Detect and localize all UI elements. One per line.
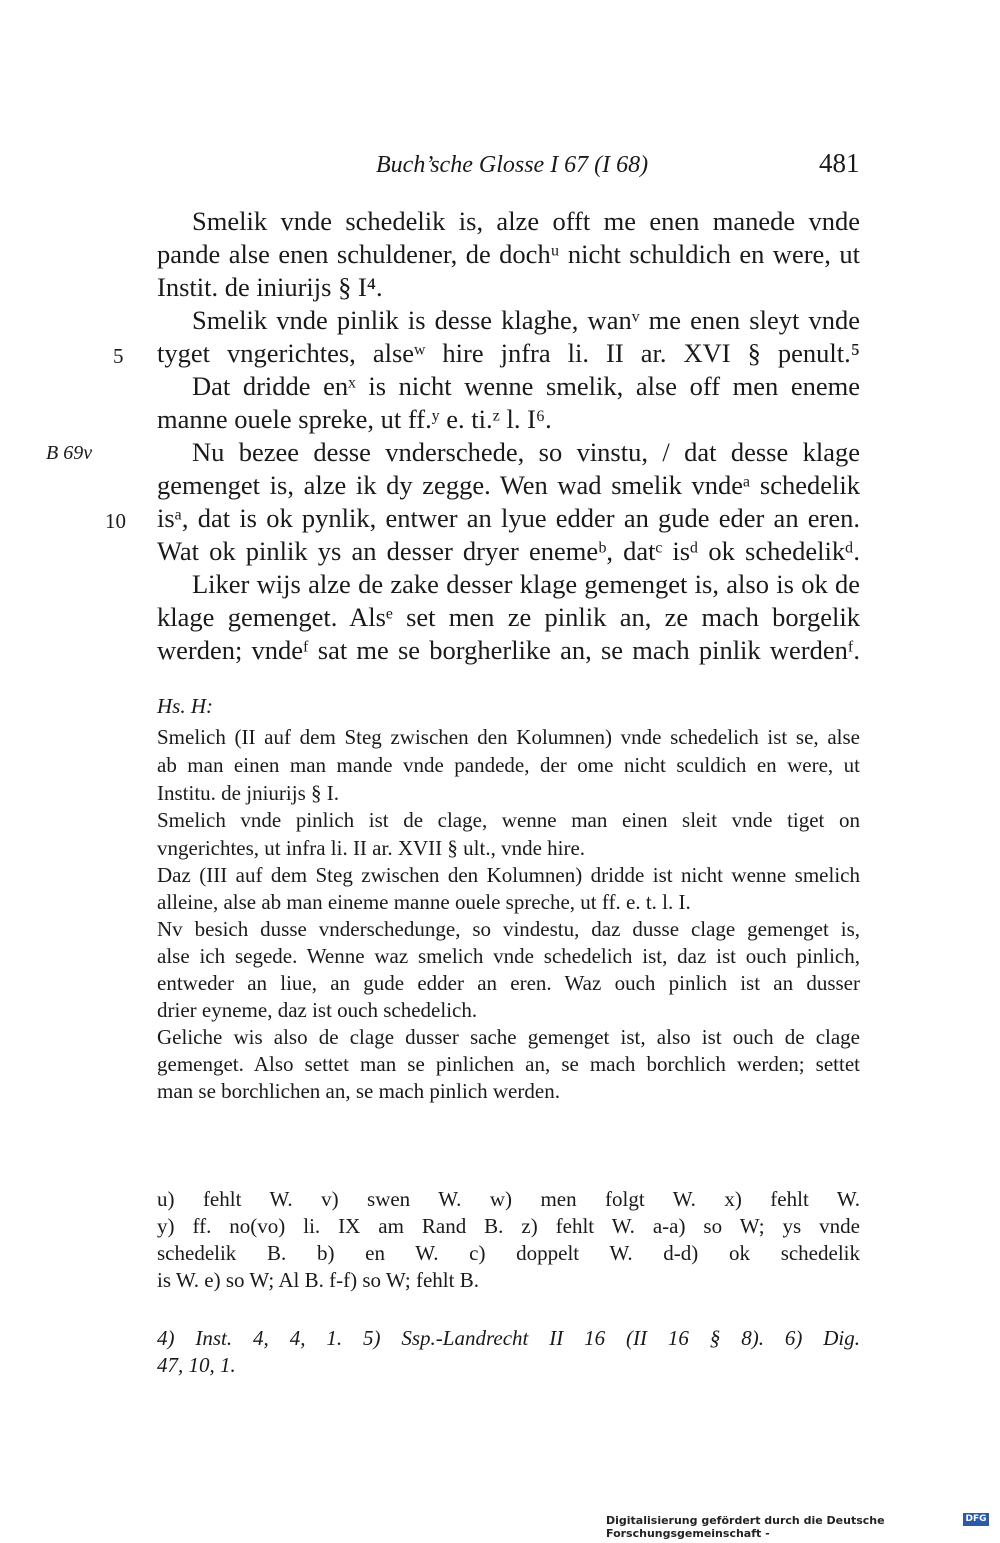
source-footnote-line: 4) Inst. 4, 4, 1. 5) Ssp.-Landrecht II 16 (II 16 § 8). 6) Dig. <box>157 1326 860 1350</box>
main-line: isᵃ, dat is ok pynlik, entwer an lyue edder an gude eder an eren. <box>157 503 860 533</box>
main-line: Smelik vnde schedelik is, alze offt me enen manede vnde <box>192 206 860 236</box>
main-line: klage gemenget. Alsᵉ set men ze pinlik an, ze mach borgelik <box>157 602 860 632</box>
running-head-title: Buch’sche Glosse I 67 (I 68) <box>376 152 649 178</box>
main-line: werden; vndeᶠ sat me se borgherlike an, se mach pinlik werdenᶠ. <box>157 635 860 665</box>
apparatus-line: schedelik B. b) en W. c) doppelt W. d-d) ok schedelik <box>157 1241 860 1265</box>
hs-heading: Hs. H: <box>157 694 213 718</box>
apparatus-line: u) fehlt W. v) swen W. w) men folgt W. x) fehlt W. <box>157 1187 860 1211</box>
main-line: Smelik vnde pinlik is desse klaghe, wanᵛ me enen sleyt vnde <box>192 305 860 335</box>
hs-line: Smelich (II auf dem Steg zwischen den Kolumnen) vnde schedelich ist se, alse <box>157 725 860 749</box>
hs-line: gemenget. Also settet man se pinlichen an, se mach borchlich werden; settet <box>157 1052 860 1076</box>
line-number: 10 <box>105 509 126 533</box>
main-line: Liker wijs alze de zake desser klage gemenget is, also is ok de <box>192 569 860 599</box>
main-line: manne ouele spreke, ut ff.ʸ e. ti.ᶻ l. I⁶. <box>157 404 552 434</box>
margin-folio-note: B 69v <box>46 442 93 464</box>
line-number: 5 <box>113 344 124 368</box>
running-head <box>0 148 1000 188</box>
main-line: Instit. de iniurijs § I⁴. <box>157 272 383 302</box>
apparatus-line: y) ff. no(vo) li. IX am Rand B. z) fehlt W. a-a) so W; ys vnde <box>157 1214 860 1238</box>
main-line: Nu bezee desse vnderschede, so vinstu, / dat desse klage <box>192 437 860 467</box>
dfg-logo: DFG <box>963 1513 989 1526</box>
hs-line: Institu. de jniurijs § I. <box>157 781 339 805</box>
digitization-credit: Digitalisierung gefördert durch die Deutsche Forschungsgemeinschaft - <box>606 1514 885 1540</box>
hs-line: Smelich vnde pinlich ist de clage, wenne man einen sleit vnde tiget on <box>157 808 860 832</box>
hs-line: alse ich segede. Wenne waz smelich vnde schedelich ist, daz ist ouch pinlich, <box>157 944 860 968</box>
hs-line: Nv besich dusse vnderschedunge, so vindestu, daz dusse clage gemenget is, <box>157 917 860 941</box>
page-number: 481 <box>819 148 860 178</box>
main-line: Wat ok pinlik ys an desser dryer enemeᵇ, datᶜ isᵈ ok schedelikᵈ. <box>157 536 860 566</box>
main-line: pande alse enen schuldener, de dochᵘ nicht schuldich en were, ut <box>157 239 860 269</box>
apparatus-line: is W. e) so W; Al B. f-f) so W; fehlt B. <box>157 1268 479 1292</box>
hs-line: Geliche wis also de clage dusser sache gemenget ist, also ist ouch de clage <box>157 1025 860 1049</box>
main-line: gemenget is, alze ik dy zegge. Wen wad smelik vndeᵃ schedelik <box>157 470 860 500</box>
source-footnote-line: 47, 10, 1. <box>157 1353 236 1377</box>
hs-line: alleine, alse ab man eineme manne ouele spreche, ut ff. e. t. l. I. <box>157 890 691 914</box>
hs-line: vngerichtes, ut infra li. II ar. XVII § ult., vnde hire. <box>157 836 586 860</box>
hs-line: ab man einen man mande vnde pandede, der ome nicht sculdich en were, ut <box>157 753 860 777</box>
main-line: tyget vngerichtes, alseʷ hire jnfra li. II ar. XVI § penult.⁵ <box>157 338 860 368</box>
hs-line: Daz (III auf dem Steg zwischen den Kolumnen) dridde ist nicht wenne smelich <box>157 863 860 887</box>
hs-line: drier eyneme, daz ist ouch schedelich. <box>157 998 478 1022</box>
main-line: Dat dridde enˣ is nicht wenne smelik, alse off men eneme <box>192 371 860 401</box>
hs-line: entweder an liue, an gude edder an eren. Waz ouch pinlich ist an dusser <box>157 971 860 995</box>
hs-line: man se borchlichen an, se mach pinlich werden. <box>157 1079 560 1103</box>
